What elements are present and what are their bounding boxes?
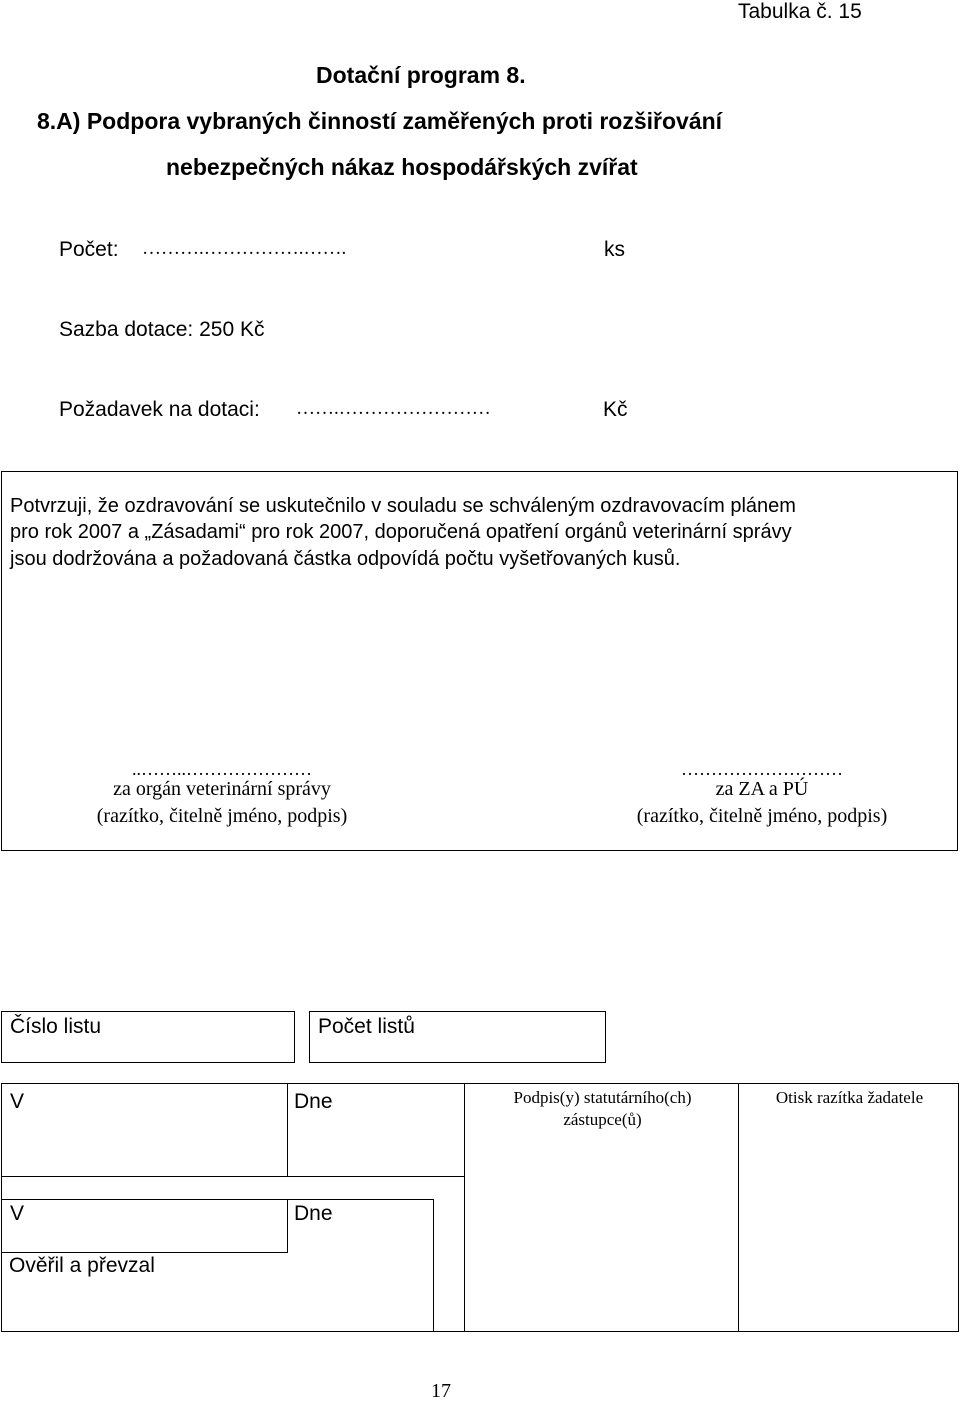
statutory-signature-label-line2: zástupce(ů) [563,1110,642,1129]
program-subtitle-line2: nebezpečných nákaz hospodářských zvířat [166,154,638,180]
applicant-date-label: Dne [294,1090,333,1113]
count-unit: ks [604,238,625,261]
vet-signature-label: za orgán veterinární správy [113,778,331,800]
verification-date-label: Dne [294,1202,333,1225]
confirmation-line2: pro rok 2007 a „Zásadami“ pro rok 2007, doporučená opatření orgánů veterinární správy [10,521,792,543]
table-label: Tabulka č. 15 [738,0,862,23]
subsidy-rate: Sazba dotace: 250 Kč [59,318,265,341]
applicant-date-field[interactable] [287,1083,465,1177]
sheet-number-label: Číslo listu [10,1015,102,1038]
confirmation-box [1,471,958,851]
program-subtitle-line1: 8.A) Podpora vybraných činností zaměřených proti rozšiřování [37,108,723,134]
za-pu-signature-dots: ……………………… [681,759,843,779]
page-number: 17 [431,1380,451,1402]
za-pu-signature-note: (razítko, čitelně jméno, podpis) [636,805,888,827]
applicant-place-field[interactable] [1,1083,288,1177]
applicant-stamp-label: Otisk razítka žadatele [775,1088,924,1107]
request-dots: …….…………………… [296,398,491,419]
sheet-number-field[interactable] [1,1011,295,1063]
vet-signature-dots: ..……..………………… [132,759,312,779]
confirmation-line3: jsou dodržována a požadovaná částka odpovídá počtu vyšetřovaných kusů. [10,548,681,570]
verification-place-field[interactable] [1,1199,288,1253]
confirmation-line1: Potvrzuji, že ozdravování se uskutečnilo v souladu se schváleným ozdravovacím plánem [10,495,796,517]
sheet-count-label: Počet listů [318,1015,415,1038]
sheet-count-field[interactable] [309,1011,606,1063]
count-label: Počet: [59,238,119,261]
request-label: Požadavek na dotaci: [59,398,260,421]
applicant-stamp-field[interactable] [738,1083,959,1332]
vet-signature-note: (razítko, čitelně jméno, podpis) [96,805,348,827]
program-title: Dotační program 8. [316,62,526,88]
za-pu-signature-label: za ZA a PÚ [715,778,809,800]
verified-by-label: Ověřil a převzal [9,1254,155,1277]
statutory-signature-field[interactable] [464,1083,739,1332]
applicant-place-label: V [10,1090,25,1113]
count-dots: ……….…………….……. [142,238,347,259]
request-unit: Kč [603,398,628,421]
verification-place-label: V [10,1202,25,1225]
statutory-signature-label-line1: Podpis(y) statutárního(ch) [513,1088,692,1107]
verification-date-field[interactable] [287,1199,434,1332]
